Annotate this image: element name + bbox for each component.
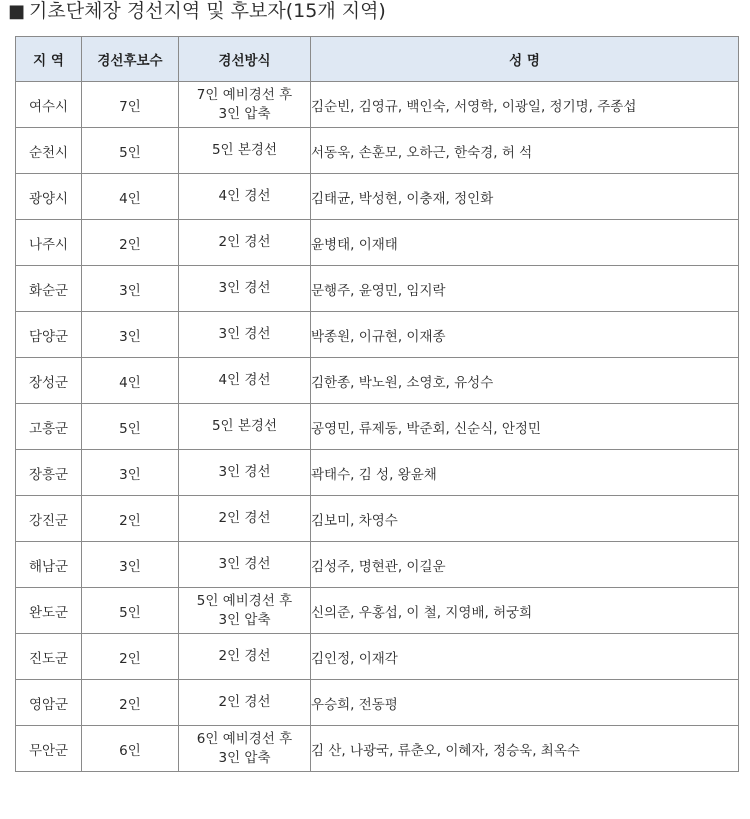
cell-region: 진도군: [16, 634, 82, 680]
cell-names: 김한종, 박노원, 소영호, 유성수: [311, 358, 739, 404]
cell-names: 김 산, 나광국, 류춘오, 이혜자, 정승욱, 최옥수: [311, 726, 739, 772]
table-row: [16, 496, 739, 542]
table-row: [16, 404, 739, 450]
cell-method: [179, 266, 311, 312]
cell-region: 나주시: [16, 220, 82, 266]
method-line: 4인 경선: [218, 188, 271, 204]
cell-candidate-count: 3인: [82, 312, 179, 358]
method-line: 3인 경선: [218, 556, 271, 572]
cell-method: [179, 542, 311, 588]
cell-candidate-count: 2인: [82, 680, 179, 726]
cell-method: [179, 220, 311, 266]
cell-candidate-count: 6인: [82, 726, 179, 772]
cell-region: 강진군: [16, 496, 82, 542]
cell-names: 서동욱, 손훈모, 오하근, 한숙경, 허 석: [311, 128, 739, 174]
cell-region: 장성군: [16, 358, 82, 404]
method-line: 6인 예비경선 후: [196, 730, 293, 747]
method-line: 3인 경선: [218, 326, 271, 342]
method-line: 5인 본경선: [211, 418, 278, 434]
cell-candidate-count: 7인: [82, 82, 179, 128]
cell-method: [179, 588, 311, 634]
table-row: [16, 174, 739, 220]
cell-region: 여수시: [16, 82, 82, 128]
cell-region: 담양군: [16, 312, 82, 358]
cell-method: [179, 82, 311, 128]
header-region: 지 역: [16, 37, 82, 82]
cell-names: 김인정, 이재각: [311, 634, 739, 680]
method-line: 2인 경선: [218, 510, 271, 526]
cell-candidate-count: 4인: [82, 174, 179, 220]
candidate-table: [15, 36, 739, 772]
table-row: [16, 358, 739, 404]
cell-region: 무안군: [16, 726, 82, 772]
cell-method: [179, 358, 311, 404]
method-line: 3인 경선: [218, 464, 271, 480]
cell-method: [179, 128, 311, 174]
cell-method: [179, 404, 311, 450]
method-line: 2인 경선: [218, 648, 271, 664]
table-row: [16, 450, 739, 496]
method-line: 2인 경선: [218, 694, 271, 710]
cell-method: [179, 496, 311, 542]
table-row: [16, 82, 739, 128]
cell-names: 공영민, 류제동, 박준회, 신순식, 안정민: [311, 404, 739, 450]
cell-names: 김순빈, 김영규, 백인숙, 서영학, 이광일, 정기명, 주종섭: [311, 82, 739, 128]
cell-names: 문행주, 윤영민, 임지락: [311, 266, 739, 312]
cell-candidate-count: 3인: [82, 266, 179, 312]
cell-names: 곽태수, 김 성, 왕윤채: [311, 450, 739, 496]
cell-region: 화순군: [16, 266, 82, 312]
table-row: [16, 634, 739, 680]
method-line: 3인 압축: [218, 105, 271, 122]
cell-candidate-count: 2인: [82, 634, 179, 680]
header-names: 성 명: [311, 37, 739, 82]
cell-region: 완도군: [16, 588, 82, 634]
cell-candidate-count: 3인: [82, 450, 179, 496]
document-title: [8, 0, 386, 30]
cell-candidate-count: 5인: [82, 404, 179, 450]
cell-candidate-count: 5인: [82, 588, 179, 634]
table-row: [16, 542, 739, 588]
method-line: 4인 경선: [218, 372, 271, 388]
table-row: [16, 588, 739, 634]
table-row: [16, 312, 739, 358]
cell-region: 영암군: [16, 680, 82, 726]
cell-method: [179, 726, 311, 772]
table-row: [16, 726, 739, 772]
method-line: 3인 압축: [218, 611, 271, 628]
cell-candidate-count: 3인: [82, 542, 179, 588]
method-line: 3인 경선: [218, 280, 271, 296]
table-row: [16, 266, 739, 312]
cell-region: 순천시: [16, 128, 82, 174]
cell-names: 박종원, 이규현, 이재종: [311, 312, 739, 358]
method-line: 5인 본경선: [211, 142, 278, 158]
cell-names: 우승희, 전동평: [311, 680, 739, 726]
method-line: 5인 예비경선 후: [196, 592, 293, 609]
cell-candidate-count: 2인: [82, 496, 179, 542]
header-method: 경선방식: [179, 37, 311, 82]
table-row: [16, 680, 739, 726]
cell-method: [179, 680, 311, 726]
square-bullet-icon: ■: [8, 1, 26, 22]
cell-names: 김성주, 명현관, 이길운: [311, 542, 739, 588]
table-header-row: [16, 37, 739, 82]
table-row: [16, 220, 739, 266]
cell-region: 장흥군: [16, 450, 82, 496]
cell-method: [179, 634, 311, 680]
table-body: [16, 82, 739, 772]
cell-names: 김보미, 차영수: [311, 496, 739, 542]
header-candidate-count: 경선후보수: [82, 37, 179, 82]
method-line: 3인 압축: [218, 749, 271, 766]
cell-candidate-count: 5인: [82, 128, 179, 174]
cell-names: 윤병태, 이재태: [311, 220, 739, 266]
method-line: 7인 예비경선 후: [196, 86, 293, 103]
cell-candidate-count: 2인: [82, 220, 179, 266]
cell-method: [179, 450, 311, 496]
cell-method: [179, 312, 311, 358]
method-line: 2인 경선: [218, 234, 271, 250]
cell-names: 신의준, 우홍섭, 이 철, 지영배, 허궁희: [311, 588, 739, 634]
document-title-text: 기초단체장 경선지역 및 후보자(15개 지역): [29, 0, 386, 22]
cell-method: [179, 174, 311, 220]
cell-region: 고흥군: [16, 404, 82, 450]
cell-region: 해남군: [16, 542, 82, 588]
cell-names: 김태균, 박성현, 이충재, 정인화: [311, 174, 739, 220]
cell-region: 광양시: [16, 174, 82, 220]
cell-candidate-count: 4인: [82, 358, 179, 404]
table-row: [16, 128, 739, 174]
